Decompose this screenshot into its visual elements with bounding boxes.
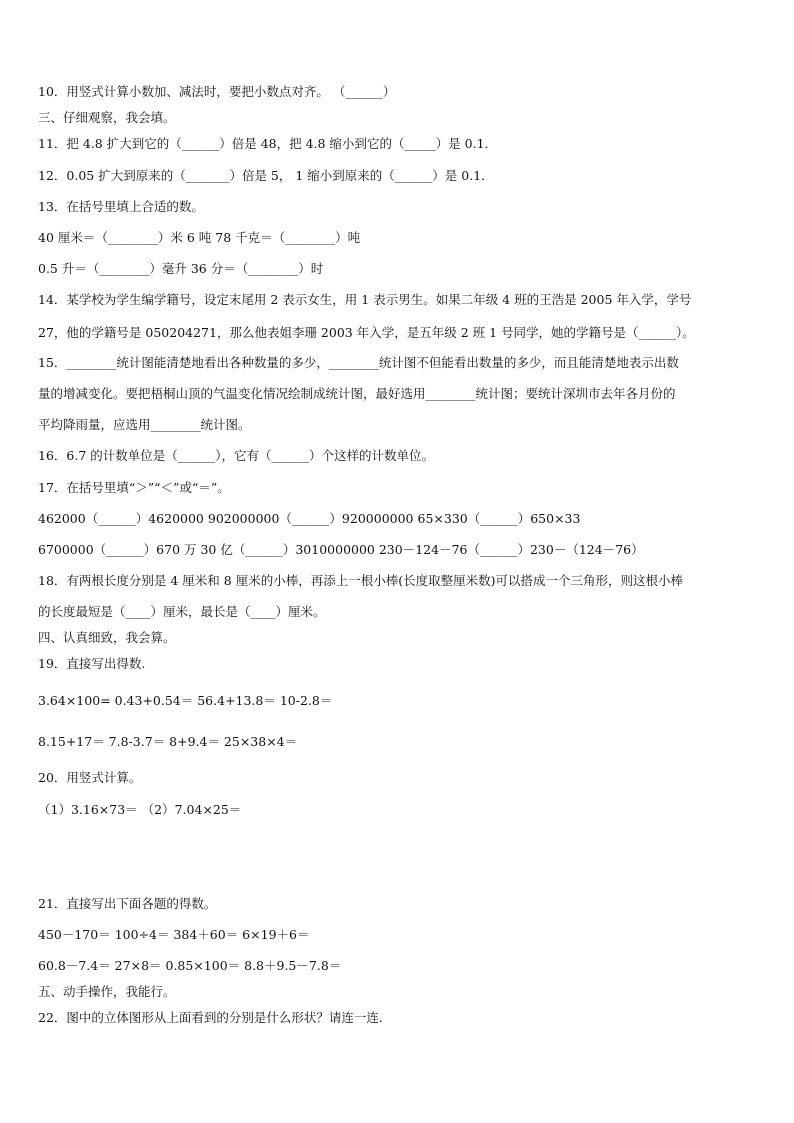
- q19-row-2: 8.15+17＝ 7.8-3.7＝ 8+9.4＝ 25×38×4＝: [38, 734, 298, 749]
- q11-line: 11．把 4.8 扩大到它的（______）倍是 48，把 4.8 缩小到它的（_____）是 0.1．: [38, 136, 498, 151]
- q17-line: 17．在括号里填“＞”“＜”或“＝”。: [38, 480, 230, 495]
- q21-row-1: 450－170＝ 100÷4＝ 384＋60＝ 6×19＋6＝: [38, 927, 310, 942]
- q15-line-3: 平均降雨量，应选用________统计图。: [38, 417, 251, 432]
- q14-line-1: 14．某学校为学生编学籍号，设定末尾用 2 表示女生，用 1 表示男生。如果二年级 4 班的王浩是 2005 年入学，学号: [38, 292, 692, 307]
- q20-line: 20．用竖式计算。: [38, 770, 142, 785]
- q14-line-2: 27，他的学籍号是 050204271，那么他表姐李珊 2003 年入学，是五年级 2 班 1 号同学，她的学籍号是（______）。: [38, 325, 695, 340]
- q17-row-2: 6700000（______）670 万 30 亿（______）3010000000 230－124－76（______）230－（124－76）: [38, 542, 644, 557]
- q19-line: 19．直接写出得数.: [38, 656, 146, 671]
- q13-line: 13．在括号里填上合适的数。: [38, 199, 204, 214]
- section-4-heading: 四、认真细致，我会算。: [38, 630, 176, 645]
- q13-row-2: 0.5 升＝（________）毫升 36 分＝（________）时: [38, 261, 324, 276]
- q22-line: 22．图中的立体图形从上面看到的分别是什么形状？请连一连.: [38, 1010, 383, 1025]
- q19-row-1: 3.64×100= 0.43+0.54＝ 56.4+13.8＝ 10-2.8＝: [38, 693, 333, 708]
- q20-items: （1）3.16×73＝ （2）7.04×25＝: [38, 802, 242, 817]
- q18-line-2: 的长度最短是（____）厘米，最长是（____）厘米。: [38, 604, 326, 619]
- q21-row-2: 60.8－7.4＝ 27×8＝ 0.85×100＝ 8.8＋9.5－7.8＝: [38, 958, 342, 973]
- q21-line: 21．直接写出下面各题的得数。: [38, 896, 217, 911]
- q10-line: 10．用竖式计算小数加、减法时，要把小数点对齐。 （______）: [38, 84, 396, 99]
- q15-line-1: 15．________统计图能清楚地看出各种数量的多少，________统计图不但能看出数量的多少，而且能清楚地表示出数: [38, 355, 679, 370]
- q13-row-1: 40 厘米＝（________）米 6 吨 78 千克＝（________）吨: [38, 230, 361, 245]
- section-3-heading: 三、仔细观察，我会填。: [38, 110, 176, 125]
- q16-line: 16．6.7 的计数单位是（______），它有（______）个这样的计数单位。: [38, 448, 435, 463]
- q15-line-2: 量的增减变化。要把梧桐山顶的气温变化情况绘制成统计图，最好选用________统计图；要统计深圳市去年各月份的: [38, 386, 676, 401]
- section-5-heading: 五、动手操作，我能行。: [38, 984, 176, 999]
- q17-row-1: 462000（______）4620000 902000000（______）920000000 65×330（______）650×33: [38, 511, 581, 526]
- q12-line: 12．0.05 扩大到原来的（_______）倍是 5， 1 缩小到原来的（______）是 0.1．: [38, 168, 494, 183]
- q18-line-1: 18．有两根长度分别是 4 厘米和 8 厘米的小棒，再添上一根小棒(长度取整厘米数)可以搭成一个三角形，则这根小棒: [38, 573, 683, 588]
